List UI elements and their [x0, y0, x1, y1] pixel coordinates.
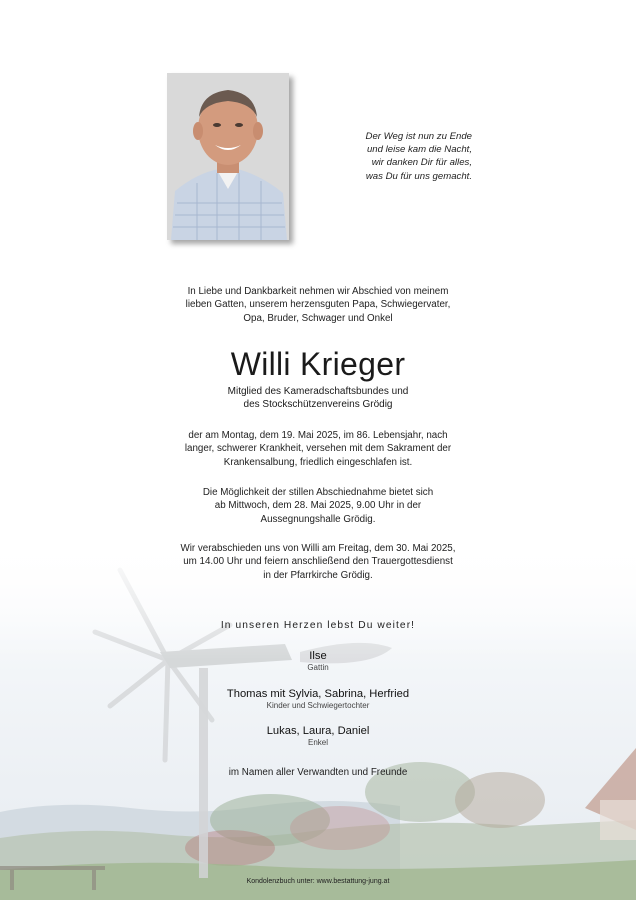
- intro-line: lieben Gatten, unserem herzensguten Papa, Schwiegervater,: [185, 299, 451, 311]
- membership-line: Mitglied des Kameradschaftsbundes und: [227, 386, 409, 397]
- family-name: Ilse: [309, 650, 327, 662]
- deceased-name: Willi Krieger: [230, 346, 406, 382]
- family-member: [0, 649, 636, 673]
- closing-block: [0, 766, 636, 779]
- family-relation: Enkel: [307, 738, 328, 747]
- family-relation: Gattin: [307, 663, 329, 672]
- intro-line: Opa, Bruder, Schwager und Onkel: [243, 312, 393, 324]
- death-notice-line: Krankensalbung, friedlich eingeschlafen ist.: [223, 456, 413, 468]
- poem: [330, 130, 472, 183]
- death-notice-line: der am Montag, dem 19. Mai 2025, im 86. Lebensjahr, nach: [188, 430, 448, 441]
- viewing-line: ab Mittwoch, dem 28. Mai 2025, 9.00 Uhr in der: [214, 500, 422, 512]
- motto: In unseren Herzen lebst Du weiter!: [220, 620, 416, 631]
- condolence-footer: Kondolenzbuch unter: www.bestattung-jung.at: [246, 878, 390, 885]
- death-notice: [0, 429, 636, 469]
- poem-line: wir danken Dir für alles,: [371, 157, 472, 169]
- membership-line: des Stockschützenvereins Grödig: [243, 399, 393, 411]
- family-name: Lukas, Laura, Daniel: [266, 725, 370, 737]
- family-name: Thomas mit Sylvia, Sabrina, Herfried: [226, 688, 410, 700]
- funeral-line: in der Pfarrkirche Grödig.: [263, 569, 373, 581]
- portrait-figure: [167, 73, 289, 240]
- intro-line: In Liebe und Dankbarkeit nehmen wir Abschied von meinem: [187, 286, 449, 297]
- funeral-line: Wir verabschieden uns von Willi am Freitag, dem 30. Mai 2025,: [180, 543, 456, 554]
- deceased-name-block: [0, 346, 636, 382]
- death-notice-line: langer, schwerer Krankheit, versehen mit dem Sakrament der: [184, 443, 452, 455]
- poem-line: Der Weg ist nun zu Ende: [365, 131, 472, 142]
- family-member: [0, 724, 636, 748]
- viewing-info: [0, 486, 636, 526]
- family-member: [0, 687, 636, 711]
- intro-text: [0, 285, 636, 325]
- footer-block: [0, 878, 636, 885]
- funeral-info: [0, 542, 636, 582]
- poem-line: und leise kam die Nacht,: [366, 144, 472, 156]
- motto-block: [0, 620, 636, 631]
- viewing-line: Aussegnungshalle Grödig.: [260, 513, 376, 525]
- family-relation: Kinder und Schwiegertochter: [266, 701, 370, 710]
- viewing-line: Die Möglichkeit der stillen Abschiednahme bietet sich: [202, 487, 434, 498]
- portrait-photo: [167, 73, 289, 240]
- closing-text: im Namen aller Verwandten und Freunde: [228, 767, 408, 778]
- poem-line: was Du für uns gemacht.: [365, 170, 472, 182]
- funeral-line: um 14.00 Uhr und feiern anschließend den Trauergottesdienst: [183, 556, 453, 568]
- membership-text: [0, 385, 636, 412]
